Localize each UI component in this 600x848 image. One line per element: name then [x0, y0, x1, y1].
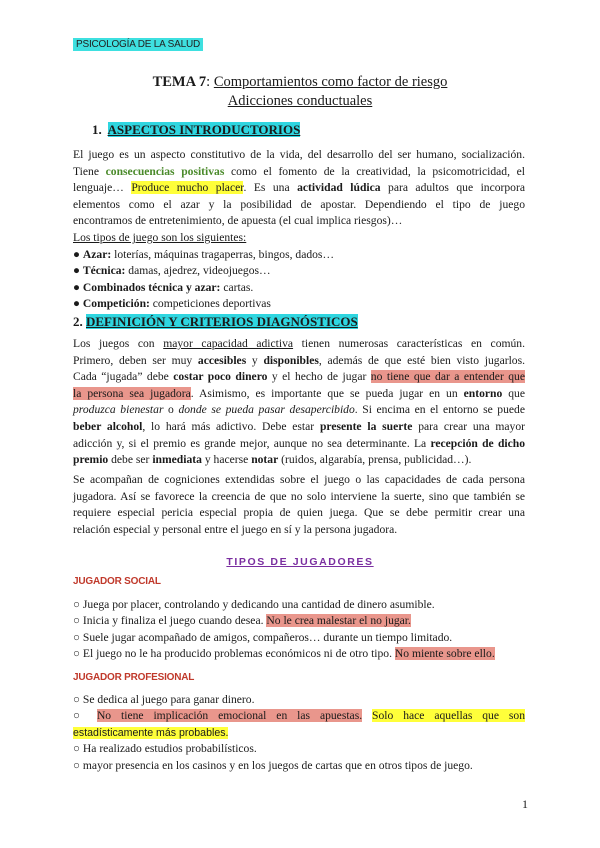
section2-heading — [73, 314, 358, 330]
topic-title: Comportamientos como factor de riesgo — [213, 74, 448, 90]
course-header: PSICOLOGÍA DE LA SALUD — [73, 38, 203, 51]
game-types-list — [73, 230, 525, 313]
social-item: ○ Juega por placer, controlando y dedicando una cantidad de dinero asumible. — [73, 598, 435, 611]
section1-number: 1. — [92, 122, 102, 137]
type-item: ● Combinados técnica y azar: cartas. — [73, 280, 254, 294]
professional-player-list — [73, 692, 525, 774]
page-subtitle — [0, 92, 600, 110]
professional-item: ○ mayor presencia en los casinos y en los juegos de cartas que en otros tipos de juego. — [73, 758, 473, 772]
section1-paragraph — [73, 147, 525, 230]
type-item: ● Técnica: damas, ajedrez, videojuegos… — [73, 264, 271, 278]
p1-line-2: Tiene consecuencias positivas como el fomento de la creatividad, la psicomotricidad, el — [73, 164, 525, 178]
types-intro: Los tipos de juego son los siguientes: — [73, 231, 247, 244]
p3-line-1: Se acompañan de cogniciones extendidas sobre el juego o las capacidades de cada persona — [73, 473, 525, 486]
p3-line-4: relación especial y personal entre el juego en sí y la persona jugadora. — [73, 522, 398, 536]
professional-item: ○ Ha realizado estudios probabilísticos. — [73, 742, 257, 756]
social-player-list — [73, 597, 525, 663]
p1-line-1: El juego es un aspecto constitutivo de la vida, del desarrollo del ser humano, socialización. — [73, 148, 525, 161]
p1-line-5: encontramos de entretenimiento, de apuesta (el cual implica riesgos)… — [73, 214, 403, 228]
title-colon: : — [206, 74, 214, 90]
social-player-heading: JUGADOR SOCIAL — [73, 576, 161, 587]
type-item: ● Competición: competiciones deportivas — [73, 297, 271, 311]
page-number: 1 — [522, 797, 528, 811]
highlight-placer: Produce mucho placer — [131, 181, 244, 195]
professional-item: ○ Se dedica al juego para ganar dinero. — [73, 693, 255, 706]
p2-line-2: Primero, deben ser muy accesibles y disponibles, además de que esté bien visto jugarlos. — [73, 353, 526, 367]
player-types-heading: TIPOS DE JUGADORES — [226, 556, 374, 568]
p2-line-1: Los juegos con mayor capacidad adictiva tienen numerosas características en común. — [73, 337, 526, 350]
positive-consequences: consecuencias positivas — [105, 164, 225, 178]
p2-line-7: adicción y, si el premio es grande mejor, aunque no sea determinante. La recepción de dicho — [73, 436, 525, 450]
professional-item: ○ No tiene implicación emocional en las apuestas. Solo hace aquellas que son — [73, 709, 526, 723]
social-item: ○ Suele jugar acompañado de amigos, compañeros… durante un tiempo limitado. — [73, 630, 453, 644]
p2-line-8: premio debe ser inmediata y hacerse notar (ruidos, algarabía, prensa, publicidad…). — [73, 453, 472, 467]
social-item: ○ Inicia y finaliza el juego cuando desea. No le crea malestar el no jugar. — [73, 614, 411, 628]
professional-player-heading: JUGADOR PROFESIONAL — [73, 672, 195, 683]
section2-paragraph-2 — [73, 472, 525, 538]
section1-heading — [92, 122, 300, 138]
section1-title: ASPECTOS INTRODUCTORIOS — [107, 122, 301, 137]
p2-line-4: la persona sea jugadora. Asimismo, es importante que se pueda jugar en un entorno que — [73, 386, 525, 400]
type-item: ● Azar: loterías, máquinas tragaperras, bingos, dados… — [73, 247, 335, 261]
social-item: ○ El juego no le ha producido problemas económicos ni de otro tipo. No miente sobre ello. — [73, 647, 495, 661]
page-title — [0, 73, 600, 91]
section2-number: 2. — [73, 314, 83, 329]
p3-line-3: requiere especial pericia especial propia de quien juega. Que se debe permitir crear una — [73, 506, 525, 520]
section2-title: DEFINICIÓN Y CRITERIOS DIAGNÓSTICOS — [86, 314, 358, 329]
subtitle-text: Adicciones conductuales — [227, 93, 373, 109]
p1-line-3: lenguaje… Produce mucho placer. Es una actividad lúdica para adultos que incorpora — [73, 181, 525, 195]
section2-paragraph-1 — [73, 336, 525, 469]
p2-line-5: produzca bienestar o donde se pueda pasar desapercibido. Si encima en el entorno se puede — [73, 403, 525, 417]
p2-line-3: Cada “jugada” debe costar poco dinero y el hecho de jugar no tiene que dar a entender que — [73, 370, 525, 384]
professional-item-cont: estadísticamente más probables. — [73, 726, 229, 739]
p3-line-2: jugadora. Así se favorece la creencia de que no solo interviene la suerte, sino que también se — [73, 489, 525, 503]
p2-line-6: beber alcohol, lo hará más adictivo. Debe estar presente la suerte para crear una mayor — [73, 419, 526, 433]
tema-label: TEMA 7 — [152, 74, 207, 90]
p1-line-4: elementos como el azar y la posibilidad de apostar. Dependiendo el tipo de juego — [73, 197, 525, 211]
